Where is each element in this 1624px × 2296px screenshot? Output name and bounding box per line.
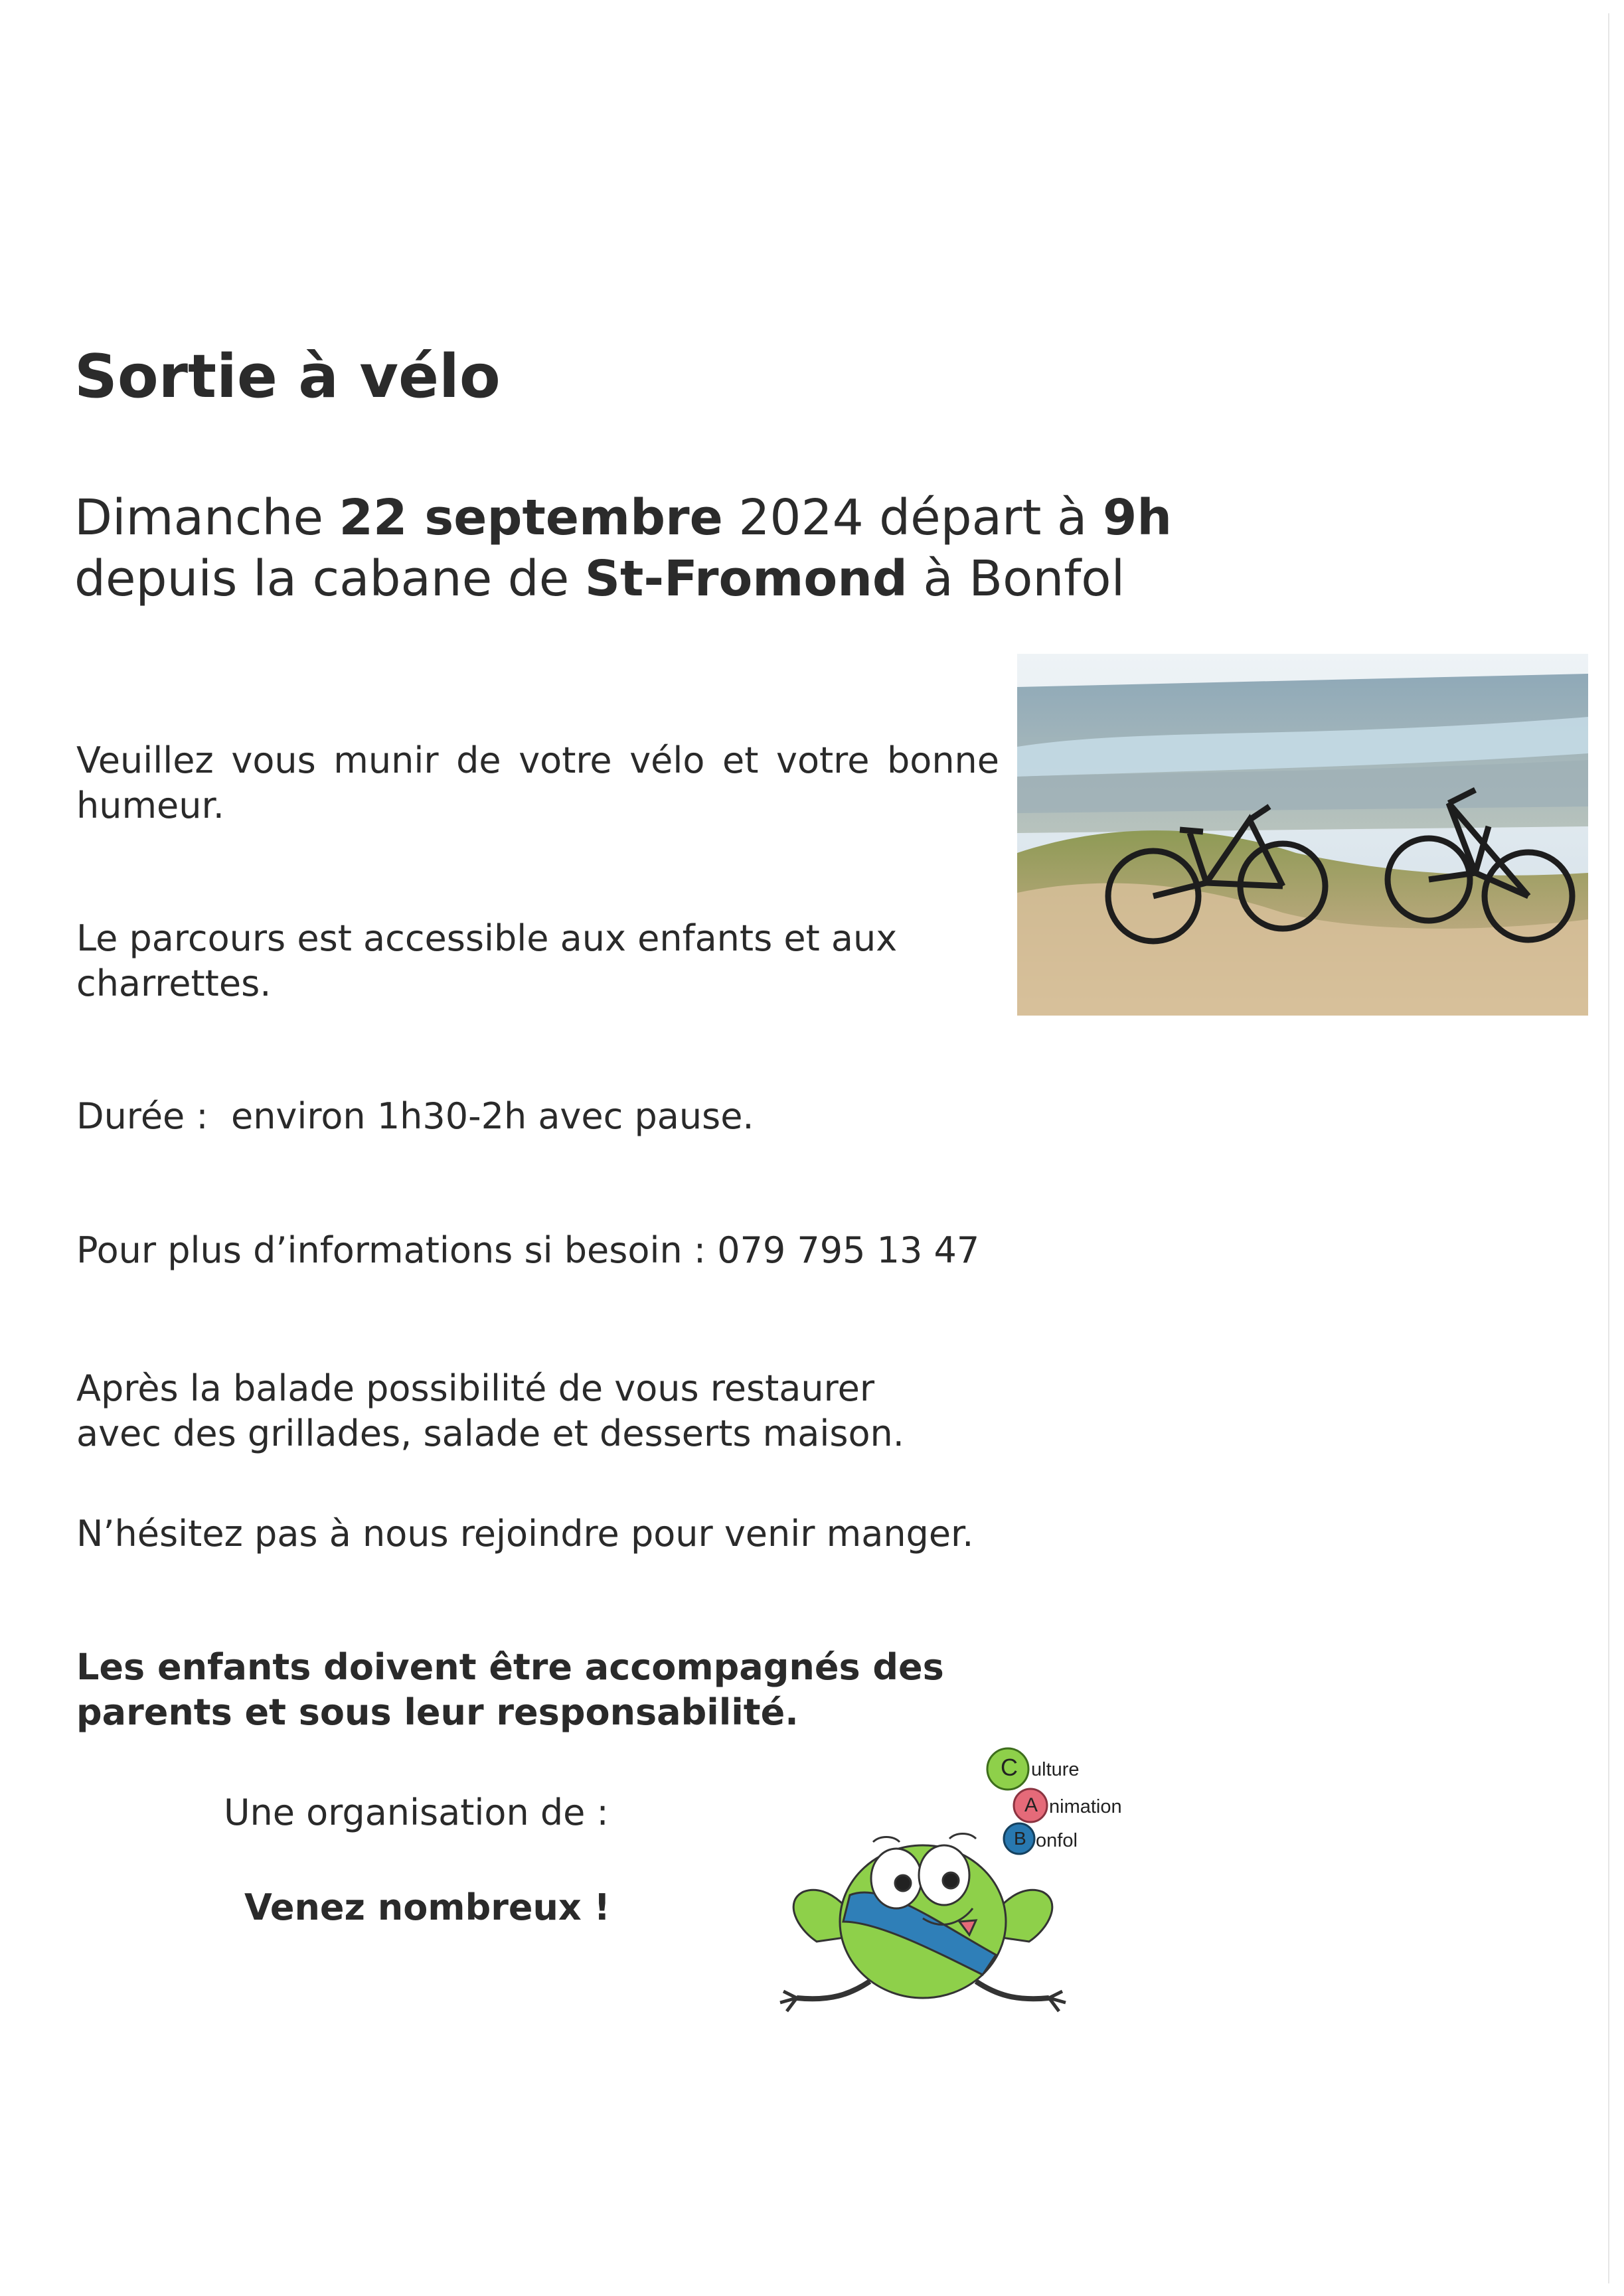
children-notice: Les enfants doivent être accompagnés des parents et sous leur responsabilité. bbox=[76, 1646, 944, 1733]
join-text: N’hésitez pas à nous rejoindre pour venir manger. bbox=[76, 1513, 974, 1555]
logo-word-culture: ulture bbox=[1031, 1759, 1080, 1780]
event-date: 22 septembre bbox=[339, 489, 723, 546]
route-text: Le parcours est accessible aux enfants et aux charrettes. bbox=[76, 917, 898, 1004]
contact-text: Pour plus d’informations si besoin : 079 795 13 47 bbox=[76, 1229, 980, 1271]
food-text: Après la balade possibilité de vous restaurer avec des grillades, salade et desserts maison. bbox=[76, 1367, 904, 1454]
organisation-text: Une organisation de : bbox=[224, 1792, 609, 1833]
scan-edge-line bbox=[1608, 13, 1609, 2283]
equipment-text: Veuillez vous munir de votre vélo et votre bonne humeur. bbox=[76, 739, 999, 826]
event-location-line: depuis la cabane de St-Fromond à Bonfol bbox=[74, 550, 1125, 607]
duration-value: environ 1h30-2h avec pause. bbox=[230, 1095, 754, 1137]
logo-letter-c: C bbox=[1001, 1754, 1018, 1781]
duration-text bbox=[76, 1094, 754, 1139]
logo-word-bonfol: onfol bbox=[1036, 1830, 1078, 1851]
event-place: St-Fromond bbox=[584, 550, 908, 607]
event-time: 9h bbox=[1102, 489, 1172, 546]
logo-letter-a: A bbox=[1024, 1794, 1038, 1816]
cab-frog-logo bbox=[770, 1742, 1169, 2028]
closing-text: Venez nombreux ! bbox=[244, 1886, 611, 1928]
logo-letter-b: B bbox=[1014, 1828, 1026, 1849]
duration-label: Durée : bbox=[76, 1095, 208, 1137]
logo-word-animation: nimation bbox=[1049, 1796, 1122, 1817]
bikes-photo bbox=[1017, 654, 1588, 1016]
page-title: Sortie à vélo bbox=[74, 342, 501, 412]
event-date-line: Dimanche 22 septembre 2024 départ à 9h bbox=[74, 489, 1172, 546]
